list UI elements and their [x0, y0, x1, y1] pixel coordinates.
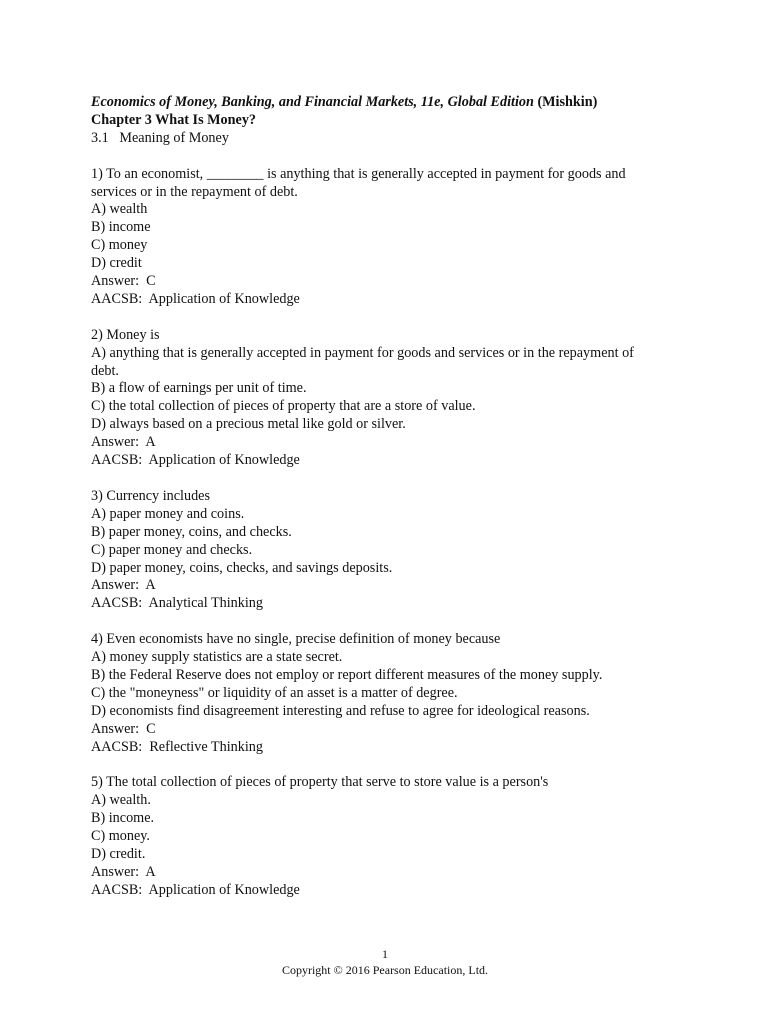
correct-answer: Answer: C	[91, 273, 156, 290]
aacsb-tag: AACSB: Application of Knowledge	[91, 290, 300, 307]
correct-answer: Answer: C	[91, 720, 156, 737]
answer-option: B) paper money, coins, and checks.	[91, 523, 292, 540]
answer-option: A) anything that is generally accepted in payment for goods and services or in the repayment of	[91, 344, 634, 361]
answer-option: C) the total collection of pieces of property that are a store of value.	[91, 398, 476, 415]
question-4	[91, 631, 681, 756]
answer-option: C) the "moneyness" or liquidity of an asset is a matter of degree.	[91, 684, 458, 701]
question-3	[91, 488, 681, 613]
answer-option: D) credit.	[91, 845, 146, 862]
answer-option: B) income	[91, 219, 151, 236]
answer-option: C) money.	[91, 828, 150, 845]
section-heading: 3.1 Meaning of Money	[91, 129, 229, 146]
correct-answer: Answer: A	[91, 434, 156, 451]
question-5	[91, 774, 681, 899]
page-content	[91, 94, 681, 900]
correct-answer: Answer: A	[91, 863, 156, 880]
correct-answer: Answer: A	[91, 577, 156, 594]
book-title-line	[91, 94, 681, 112]
aacsb-tag: AACSB: Application of Knowledge	[91, 881, 300, 898]
aacsb-tag: AACSB: Application of Knowledge	[91, 452, 300, 469]
answer-option: A) wealth	[91, 201, 148, 218]
copyright-notice: Copyright © 2016 Pearson Education, Ltd.	[281, 963, 489, 977]
aacsb-tag: AACSB: Analytical Thinking	[91, 595, 263, 612]
page-number: 1	[382, 947, 388, 961]
question-stem: 2) Money is	[91, 326, 160, 343]
book-title: Economics of Money, Banking, and Financial Markets, 11e, Global Edition	[91, 94, 534, 110]
question-1	[91, 166, 681, 309]
answer-option: debt.	[91, 362, 119, 379]
aacsb-tag: AACSB: Reflective Thinking	[91, 738, 263, 755]
answer-option: A) paper money and coins.	[91, 505, 245, 522]
question-2	[91, 327, 681, 470]
answer-option: D) always based on a precious metal like gold or silver.	[91, 416, 406, 433]
answer-option: B) a flow of earnings per unit of time.	[91, 380, 307, 397]
answer-option: A) wealth.	[91, 792, 151, 809]
answer-option: C) money	[91, 237, 148, 254]
answer-option: D) credit	[91, 255, 142, 272]
question-stem: services or in the repayment of debt.	[91, 183, 298, 200]
book-author: (Mishkin)	[533, 94, 598, 110]
question-stem: 5) The total collection of pieces of property that serve to store value is a person's	[91, 774, 549, 791]
question-stem: 3) Currency includes	[91, 487, 210, 504]
answer-option: B) income.	[91, 810, 155, 827]
chapter-title: Chapter 3 What Is Money?	[91, 111, 257, 128]
question-stem: 1) To an economist, ________ is anything that is generally accepted in payment for goods and	[91, 165, 626, 182]
question-stem: 4) Even economists have no single, precise definition of money because	[91, 631, 501, 648]
answer-option: C) paper money and checks.	[91, 541, 253, 558]
answer-option: D) economists find disagreement interesting and refuse to agree for ideological reasons.	[91, 702, 590, 719]
answer-option: D) paper money, coins, checks, and savings deposits.	[91, 559, 393, 576]
answer-option: A) money supply statistics are a state secret.	[91, 649, 343, 666]
answer-option: B) the Federal Reserve does not employ or report different measures of the money supply.	[91, 666, 603, 683]
